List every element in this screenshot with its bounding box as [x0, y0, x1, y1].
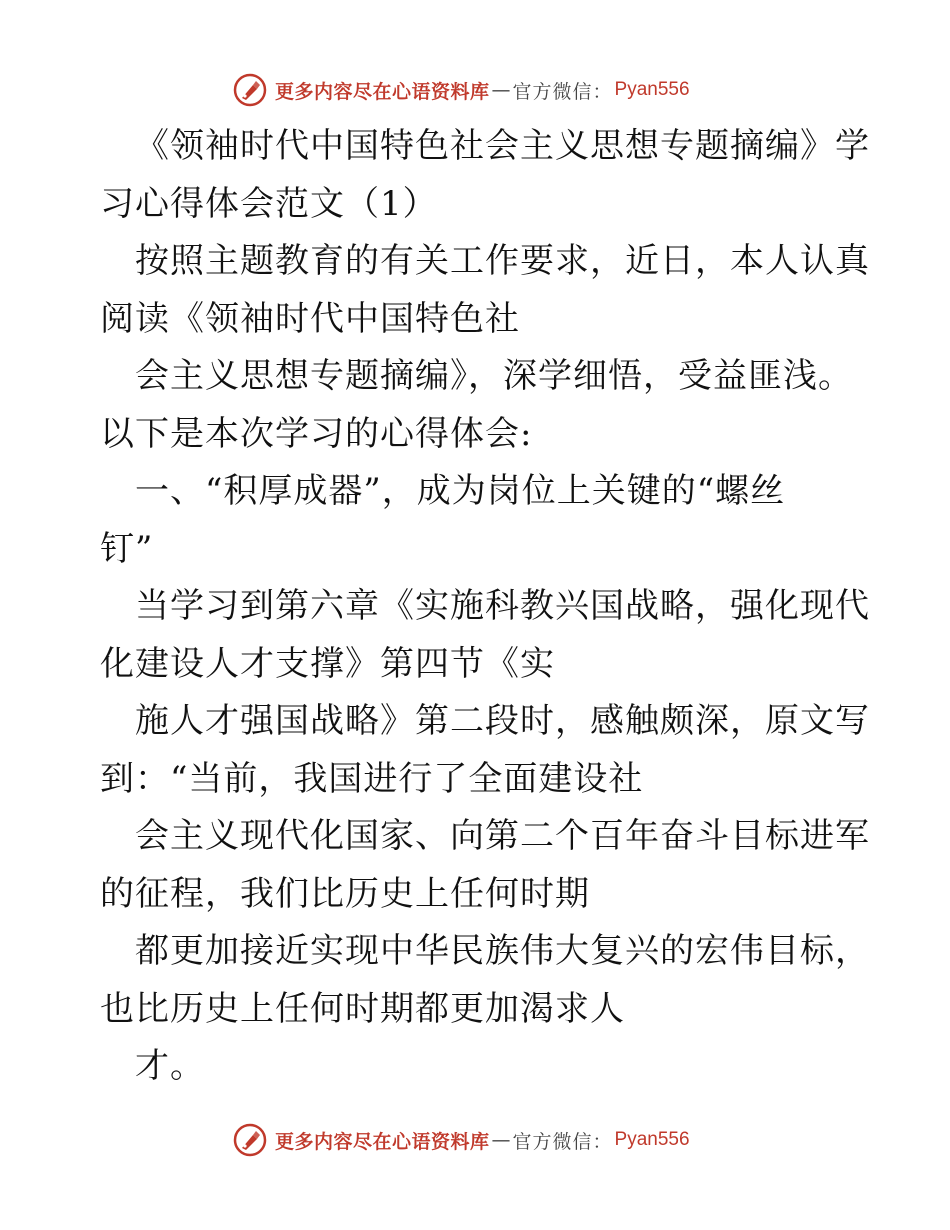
paragraph-line: 化建设人才支撑》第四节《实: [100, 643, 555, 684]
paragraph-line: 才。: [135, 1046, 205, 1086]
paragraph-line: 都更加接近实现中华民族伟大复兴的宏伟目标，: [135, 931, 870, 971]
header-separator: —: [491, 79, 511, 101]
header-main-text: 更多内容尽在心语资料库: [275, 80, 490, 103]
paragraph-line: 会主义现代化国家、向第二个百年奋斗目标进军: [135, 816, 870, 856]
header-banner: [233, 72, 690, 108]
title-line-1: 《领袖时代中国特色社会主义思想专题摘编》学: [135, 126, 870, 166]
paragraph-line: 的征程，我们比历史上任何时期: [100, 873, 590, 914]
section-heading-line: 一、“积厚成器”，成为岗位上关键的“螺丝: [135, 471, 786, 511]
title-line-2: 习心得体会范文（1）: [100, 183, 438, 224]
document-body: [100, 118, 870, 1096]
paragraph-line: 会主义思想专题摘编》，深学细悟，受益匪浅。: [135, 356, 853, 396]
paragraph-line: 阅读《领袖时代中国特色社: [100, 298, 520, 339]
header-wechat-label: 官方微信：: [512, 80, 613, 103]
paragraph-line: 施人才强国战略》第二段时，感触颇深，原文写: [135, 701, 870, 741]
footer-separator: —: [491, 1129, 511, 1151]
pen-nib-logo-icon: [233, 73, 267, 107]
section-heading-line: 钉”: [100, 528, 154, 569]
header-wechat-id: Pyan556: [614, 79, 690, 100]
pen-nib-logo-icon: [233, 1123, 267, 1157]
footer-banner: [233, 1122, 690, 1158]
paragraph-line: 以下是本次学习的心得体会:: [100, 413, 533, 454]
paragraph-line: 也比历史上任何时期都更加渴求人: [100, 988, 625, 1029]
footer-wechat-label: 官方微信：: [512, 1130, 613, 1153]
paragraph-line: 到：“当前，我国进行了全面建设社: [100, 758, 644, 799]
paragraph-line: 按照主题教育的有关工作要求，近日，本人认真: [135, 241, 870, 281]
footer-main-text: 更多内容尽在心语资料库: [275, 1130, 490, 1153]
paragraph-line: 当学习到第六章《实施科教兴国战略，强化现代: [135, 586, 870, 626]
footer-wechat-id: Pyan556: [614, 1129, 690, 1150]
